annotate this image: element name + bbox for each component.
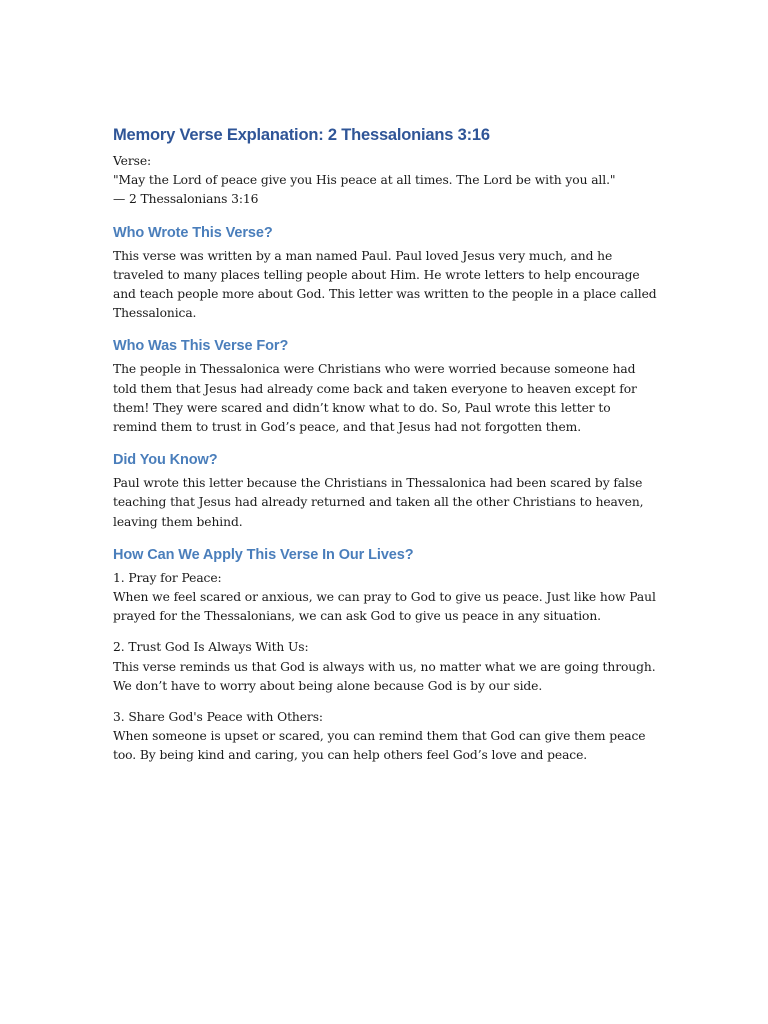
apply-item-trust [113, 638, 658, 696]
apply-item-body: This verse reminds us that God is always with us, no matter what we are going through. We don’t have to worry about being alone because God is by our side. [113, 659, 656, 693]
heading-did-you-know: Did You Know? [113, 452, 218, 469]
paragraph-who-for: The people in Thessalonica were Christians who were worried because someone had told them that Jesus had already come back and taken everyone to heaven except for them! They were scared and didn’t know what to do. So, Paul wrote this letter to remind them to trust in God’s peace, and that Jesus had not forgotten them. [113, 362, 637, 435]
apply-item-pray [113, 569, 658, 627]
verse-block [113, 152, 658, 210]
apply-item-label: 2. Trust God Is Always With Us: [113, 640, 309, 655]
heading-apply: How Can We Apply This Verse In Our Lives? [113, 546, 414, 563]
paragraph-who-wrote: This verse was written by a man named Paul. Paul loved Jesus very much, and he traveled to many places telling people about Him. He wrote letters to help encourage and teach people more about God. This letter was written to the people in a place called Thessalonica. [113, 248, 657, 321]
document-page [113, 124, 658, 766]
apply-item-share [113, 708, 658, 766]
paragraph-did-you-know: Paul wrote this letter because the Christians in Thessalonica had been scared by false teaching that Jesus had already returned and taken all the other Christians to heaven, leaving them behind. [113, 476, 644, 529]
apply-item-body: When someone is upset or scared, you can remind them that God can give them peace too. By being kind and caring, you can help others feel God’s love and peace. [113, 729, 646, 763]
heading-who-for: Who Was This Verse For? [113, 338, 289, 355]
verse-label: Verse: [113, 154, 152, 168]
heading-who-wrote: Who Wrote This Verse? [113, 224, 273, 241]
verse-text: "May the Lord of peace give you His peace at all times. The Lord be with you all." [113, 173, 616, 188]
verse-reference: — 2 Thessalonians 3:16 [113, 192, 259, 207]
apply-item-label: 1. Pray for Peace: [113, 570, 222, 585]
document-title: Memory Verse Explanation: 2 Thessalonians 3:16 [113, 126, 490, 144]
apply-item-body: When we feel scared or anxious, we can pray to God to give us peace. Just like how Paul prayed for the Thessalonians, we can ask God to give us peace in any situation. [113, 590, 656, 624]
apply-item-label: 3. Share God's Peace with Others: [113, 710, 323, 725]
